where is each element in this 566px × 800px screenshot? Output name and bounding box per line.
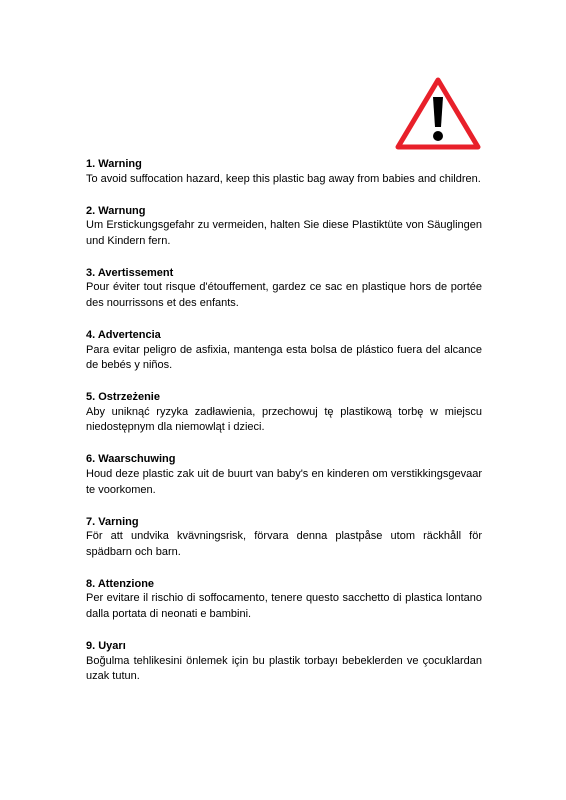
warning-section-4 [86, 328, 482, 374]
section-text: Um Erstickungsgefahr zu vermeiden, halten Sie diese Plastiktüte von Säuglingen und Kindern fern. [86, 219, 482, 247]
warning-section-1 [86, 157, 482, 187]
section-text: To avoid suffocation hazard, keep this plastic bag away from babies and children. [86, 172, 481, 185]
section-heading: 7. Varning [86, 515, 139, 528]
section-heading: 3. Avertissement [86, 266, 174, 279]
section-heading: 4. Advertencia [86, 329, 161, 342]
section-text: Aby uniknąć ryzyka zadławienia, przechowuj tę plastikową torbę w miejscu niedostępnym dla niemowląt i dzieci. [86, 405, 482, 434]
section-text: Boğulma tehlikesini önlemek için bu plastik torbayı bebeklerden ve çocuklardan uzak tutun. [86, 654, 482, 683]
section-text: För att undvika kvävningsrisk, förvara denna plastpåse utom räckhåll för spädbarn och barn. [86, 530, 482, 558]
section-heading: 1. Warning [86, 158, 142, 170]
warning-section-7 [86, 515, 482, 561]
section-heading: 2. Warnung [86, 204, 146, 217]
section-heading: 9. Uyarı [86, 640, 126, 652]
section-text: Para evitar peligro de asfixia, mantenga esta bolsa de plástico fuera del alcance de bebés y niños. [86, 343, 482, 372]
warning-section-5 [86, 390, 482, 436]
warning-section-9 [86, 639, 482, 685]
warning-section-6 [86, 452, 482, 498]
section-text: Per evitare il rischio di soffocamento, tenere questo sacchetto di plastica lontano dalla portata di neonati e bambini. [86, 592, 482, 620]
section-heading: 5. Ostrzeżenie [86, 391, 160, 404]
section-text: Houd deze plastic zak uit de buurt van baby's en kinderen om verstikkingsgevaar te voorkomen. [86, 468, 482, 496]
warning-section-2 [86, 204, 482, 250]
warning-text-list [86, 157, 482, 701]
section-text: Pour éviter tout risque d'étouffement, gardez ce sac en plastique hors de portée des nourrissons et des enfants. [86, 281, 482, 309]
section-heading: 6. Waarschuwing [86, 453, 176, 466]
warning-section-3 [86, 266, 482, 312]
warning-section-8 [86, 577, 482, 623]
warning-triangle-icon [395, 77, 481, 150]
section-heading: 8. Attenzione [86, 577, 155, 590]
